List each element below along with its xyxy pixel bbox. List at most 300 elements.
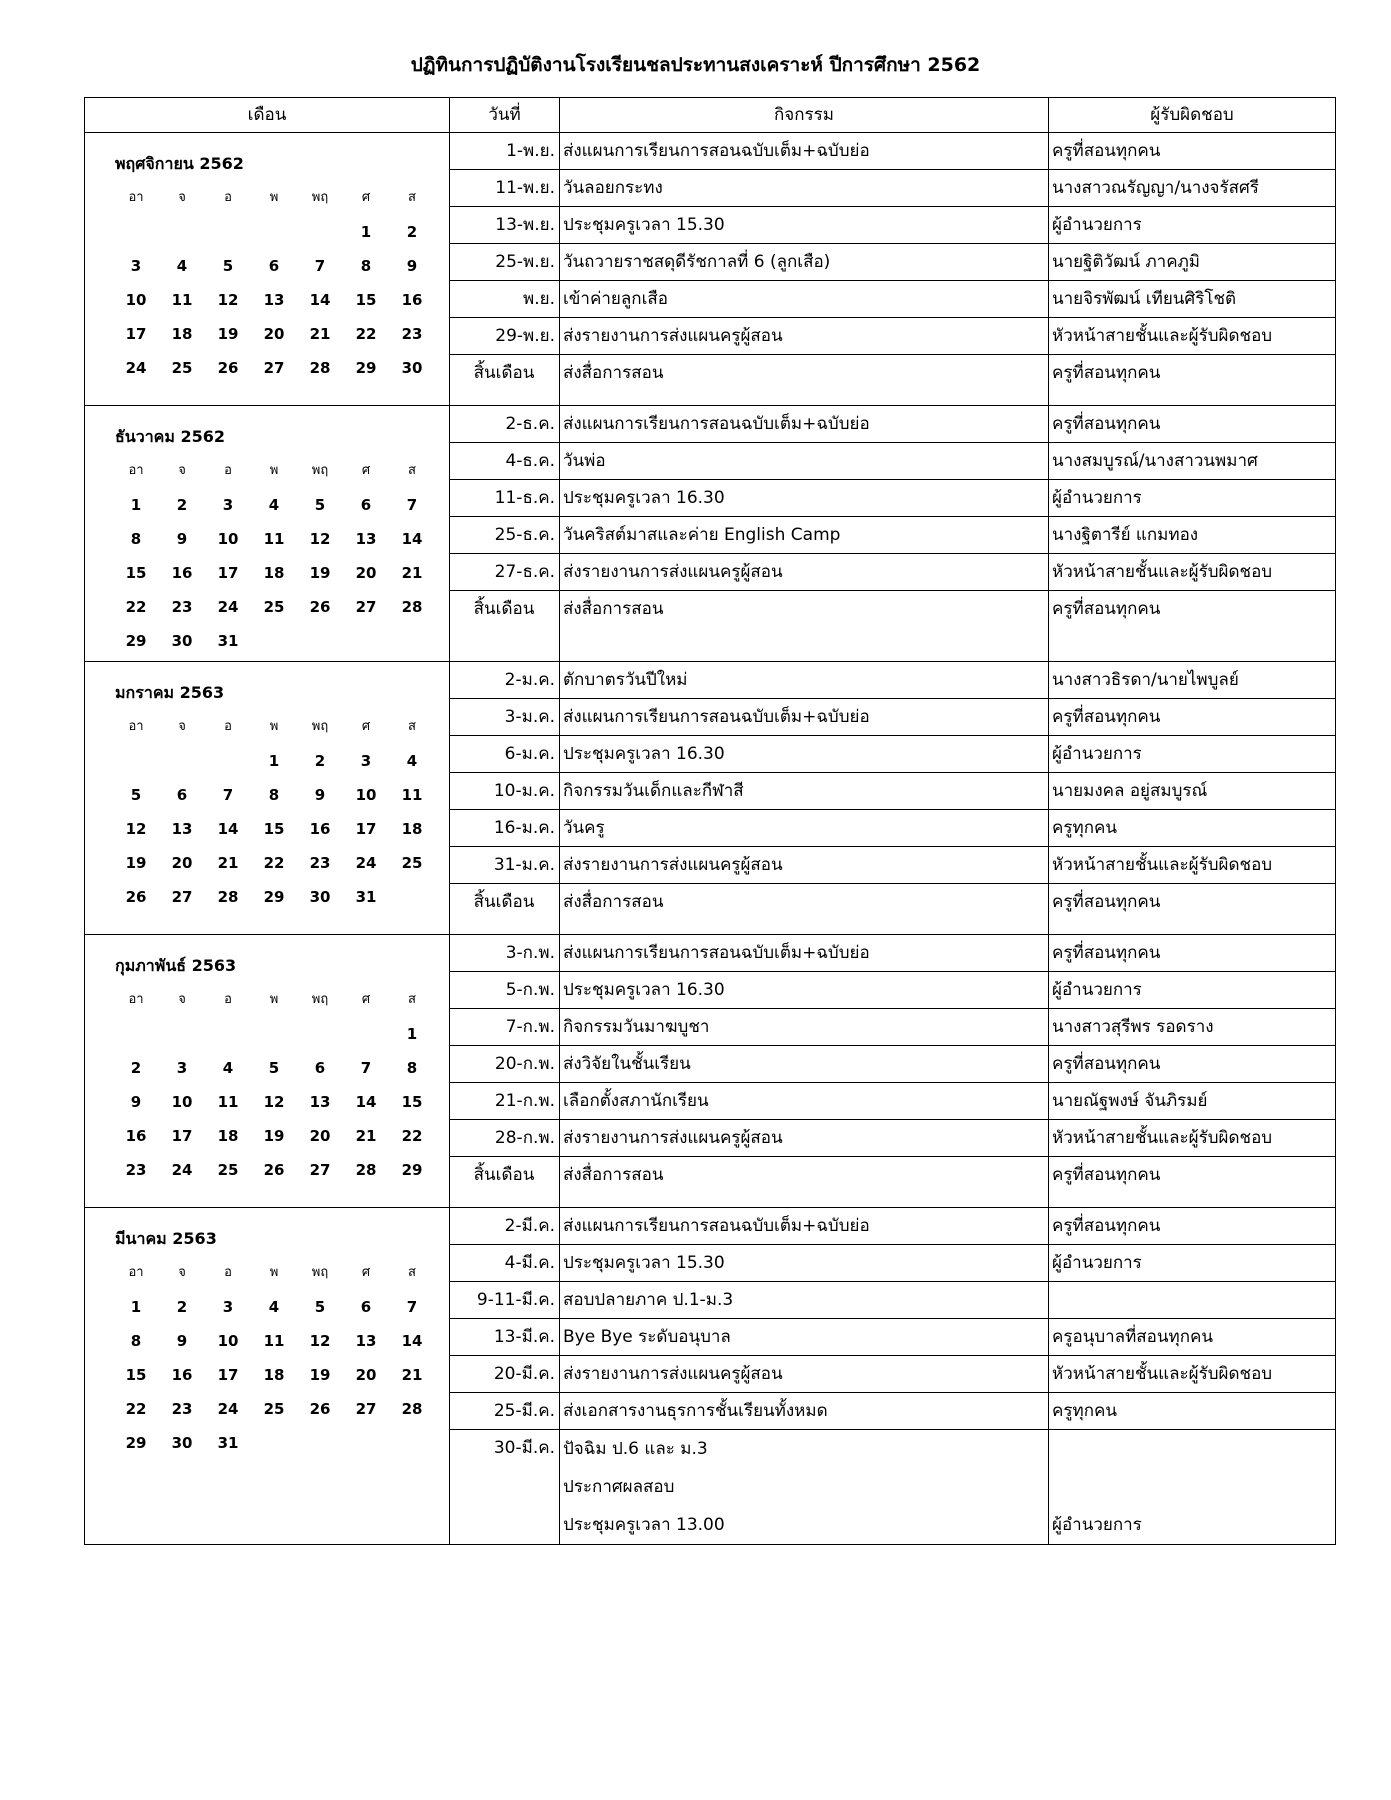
header-activity: กิจกรรม: [560, 98, 1049, 133]
calendar-day: 23: [171, 598, 193, 616]
row-activity: กิจกรรมวันเด็กและกีฬาสี: [560, 773, 1049, 810]
row-date: สิ้นเดือน: [450, 884, 560, 935]
row-date: 16-ม.ค.: [450, 810, 560, 847]
calendar-day: 12: [263, 1093, 285, 1111]
calendar-day: 20: [171, 854, 193, 872]
calendar-day: 27: [355, 598, 377, 616]
weekday-label: พ: [269, 463, 279, 478]
row-date: สิ้นเดือน: [450, 591, 560, 662]
calendar-day: 21: [309, 325, 331, 343]
weekday-label: อ: [224, 992, 232, 1007]
header-date: วันที่: [450, 98, 560, 133]
calendar-grid: [113, 181, 449, 385]
calendar-day: 24: [217, 1400, 239, 1418]
row-activity: ส่งรายงานการส่งแผนครูผู้สอน: [560, 554, 1049, 591]
header-owner: ผู้รับผิดชอบ: [1049, 98, 1336, 133]
row-date: พ.ย.: [450, 281, 560, 318]
calendar-grid: [113, 710, 449, 914]
row-activity: ส่งแผนการเรียนการสอนฉบับเต็ม+ฉบับย่อ: [560, 1208, 1049, 1245]
month-calendar: [85, 133, 450, 406]
calendar-day: 21: [217, 854, 239, 872]
row-owner: ผู้อำนวยการ: [1049, 972, 1336, 1009]
calendar-day: 11: [263, 530, 285, 548]
weekday-label: จ: [178, 190, 186, 205]
calendar-day: 3: [130, 257, 142, 275]
row-owner: หัวหน้าสายชั้นและผู้รับผิดชอบ: [1049, 554, 1336, 591]
calendar-day: 24: [217, 598, 239, 616]
row-owner: นายฐิติวัฒน์ ภาคภูมิ: [1049, 244, 1336, 281]
schedule-table: [84, 97, 1336, 1545]
row-owner: ครูที่สอนทุกคน: [1049, 884, 1336, 935]
row-date: 11-ธ.ค.: [450, 480, 560, 517]
row-owner: หัวหน้าสายชั้นและผู้รับผิดชอบ: [1049, 847, 1336, 884]
weekday-label: จ: [178, 1265, 186, 1280]
header-month: เดือน: [85, 98, 450, 133]
calendar-day: 5: [314, 1298, 326, 1316]
row-date: 2-ม.ค.: [450, 662, 560, 699]
calendar-grid: [113, 1256, 449, 1460]
weekday-label: พฤ: [311, 190, 329, 205]
calendar-day: 18: [171, 325, 193, 343]
month-calendar: [85, 406, 450, 662]
calendar-blank: [113, 215, 159, 249]
owner-line: [1052, 1468, 1332, 1506]
row-activity: ประชุมครูเวลา 15.30: [560, 1245, 1049, 1282]
month-calendar: [85, 1208, 450, 1545]
activity-line: ประกาศผลสอบ: [563, 1477, 675, 1497]
weekday-label: อา: [128, 463, 144, 478]
row-owner: ครูที่สอนทุกคน: [1049, 355, 1336, 406]
calendar-day: 14: [401, 530, 423, 548]
month-name: กุมภาพันธ์ 2563: [115, 956, 237, 975]
row-owner: ครูที่สอนทุกคน: [1049, 1208, 1336, 1245]
calendar-day: 2: [314, 752, 326, 770]
weekday-label: ส: [408, 1265, 416, 1280]
calendar-day: 29: [263, 888, 285, 906]
weekday-label: พฤ: [311, 1265, 329, 1280]
calendar-day: 9: [314, 786, 326, 804]
row-owner: ครูที่สอนทุกคน: [1049, 133, 1336, 170]
row-date: 11-พ.ย.: [450, 170, 560, 207]
row-owner: ครูอนุบาลที่สอนทุกคน: [1049, 1319, 1336, 1356]
row-date: 25-มี.ค.: [450, 1393, 560, 1430]
row-date: 2-มี.ค.: [450, 1208, 560, 1245]
calendar-day: 26: [217, 359, 239, 377]
row-activity: ประชุมครูเวลา 16.30: [560, 480, 1049, 517]
calendar-day: 31: [217, 632, 239, 650]
row-date: 3-ก.พ.: [450, 935, 560, 972]
calendar-day: 14: [309, 291, 331, 309]
calendar-day: 25: [263, 1400, 285, 1418]
calendar-day: 29: [401, 1161, 423, 1179]
row-owner: หัวหน้าสายชั้นและผู้รับผิดชอบ: [1049, 318, 1336, 355]
calendar-day: 3: [222, 1298, 234, 1316]
weekday-label: พฤ: [311, 719, 329, 734]
weekday-label: อา: [128, 1265, 144, 1280]
calendar-day: 29: [125, 1434, 147, 1452]
row-owner: นางฐิตารีย์ แกมทอง: [1049, 517, 1336, 554]
calendar-day: 11: [401, 786, 423, 804]
row-owner: นายณัฐพงษ์ จันภิรมย์: [1049, 1083, 1336, 1120]
calendar-grid: [113, 983, 449, 1187]
row-date: 13-พ.ย.: [450, 207, 560, 244]
row-owner: ครูทุกคน: [1049, 1393, 1336, 1430]
calendar-day: 11: [217, 1093, 239, 1111]
calendar-day: 20: [263, 325, 285, 343]
calendar-day: 6: [268, 257, 280, 275]
calendar-day: 30: [171, 632, 193, 650]
calendar-day: 28: [309, 359, 331, 377]
row-owner: นายมงคล อยู่สมบูรณ์: [1049, 773, 1336, 810]
calendar-day: 9: [130, 1093, 142, 1111]
weekday-label: ศ: [361, 190, 371, 205]
calendar-day: 10: [217, 530, 239, 548]
row-activity: เข้าค่ายลูกเสือ: [560, 281, 1049, 318]
row-activity: [560, 1430, 1049, 1545]
row-activity: วันพ่อ: [560, 443, 1049, 480]
calendar-day: 6: [360, 1298, 372, 1316]
calendar-day: 18: [263, 1366, 285, 1384]
calendar-blank: [113, 1017, 159, 1051]
calendar-day: 23: [401, 325, 423, 343]
calendar-blank: [343, 1017, 389, 1051]
row-activity: ส่งรายงานการส่งแผนครูผู้สอน: [560, 1120, 1049, 1157]
row-activity: ส่งสื่อการสอน: [560, 884, 1049, 935]
row-date: สิ้นเดือน: [450, 1157, 560, 1208]
activity-line: ประชุมครูเวลา 13.00: [563, 1515, 725, 1535]
calendar-day: 20: [309, 1127, 331, 1145]
row-owner: หัวหน้าสายชั้นและผู้รับผิดชอบ: [1049, 1120, 1336, 1157]
row-owner: ผู้อำนวยการ: [1049, 480, 1336, 517]
calendar-day: 30: [401, 359, 423, 377]
calendar-day: 5: [222, 257, 234, 275]
row-activity: ประชุมครูเวลา 16.30: [560, 972, 1049, 1009]
row-owner: ผู้อำนวยการ: [1049, 736, 1336, 773]
calendar-day: 1: [406, 1025, 418, 1043]
table-row: [85, 406, 1336, 443]
calendar-day: 14: [401, 1332, 423, 1350]
table-header-row: [85, 98, 1336, 133]
row-activity: ส่งแผนการเรียนการสอนฉบับเต็ม+ฉบับย่อ: [560, 935, 1049, 972]
calendar-day: 11: [263, 1332, 285, 1350]
weekday-label: พ: [269, 719, 279, 734]
month-name: มกราคม 2563: [115, 683, 225, 702]
weekday-label: ศ: [361, 992, 371, 1007]
row-activity: เลือกตั้งสภานักเรียน: [560, 1083, 1049, 1120]
calendar-day: 8: [406, 1059, 418, 1077]
calendar-day: 31: [355, 888, 377, 906]
calendar-day: 1: [360, 223, 372, 241]
row-date: 25-ธ.ค.: [450, 517, 560, 554]
calendar-day: 10: [125, 291, 147, 309]
row-date: 20-ก.พ.: [450, 1046, 560, 1083]
calendar-day: 25: [263, 598, 285, 616]
calendar-blank: [251, 215, 297, 249]
calendar-day: 22: [263, 854, 285, 872]
row-owner: [1049, 1282, 1336, 1319]
calendar-day: 13: [263, 291, 285, 309]
row-activity: ส่งแผนการเรียนการสอนฉบับเต็ม+ฉบับย่อ: [560, 133, 1049, 170]
row-date: 6-ม.ค.: [450, 736, 560, 773]
row-activity: วันถวายราชสดุดีรัชกาลที่ 6 (ลูกเสือ): [560, 244, 1049, 281]
row-date: 1-พ.ย.: [450, 133, 560, 170]
calendar-day: 15: [401, 1093, 423, 1111]
calendar-day: 27: [309, 1161, 331, 1179]
calendar-day: 17: [355, 820, 377, 838]
month-calendar: [85, 662, 450, 935]
row-activity: ส่งสื่อการสอน: [560, 355, 1049, 406]
row-activity: ส่งแผนการเรียนการสอนฉบับเต็ม+ฉบับย่อ: [560, 699, 1049, 736]
calendar-day: 28: [217, 888, 239, 906]
calendar-day: 4: [176, 257, 188, 275]
calendar-day: 22: [401, 1127, 423, 1145]
calendar-day: 7: [406, 1298, 418, 1316]
calendar-day: 11: [171, 291, 193, 309]
weekday-label: ส: [408, 190, 416, 205]
weekday-label: ศ: [361, 1265, 371, 1280]
row-date: 31-ม.ค.: [450, 847, 560, 884]
calendar-day: 5: [268, 1059, 280, 1077]
calendar-day: 14: [355, 1093, 377, 1111]
calendar-day: 21: [401, 564, 423, 582]
calendar-day: 2: [176, 1298, 188, 1316]
calendar-day: 27: [355, 1400, 377, 1418]
calendar-day: 12: [125, 820, 147, 838]
row-activity: ส่งสื่อการสอน: [560, 591, 1049, 662]
row-activity: ส่งรายงานการส่งแผนครูผู้สอน: [560, 1356, 1049, 1393]
calendar-day: 3: [360, 752, 372, 770]
calendar-day: 5: [314, 496, 326, 514]
table-row: [85, 935, 1336, 972]
weekday-label: อ: [224, 190, 232, 205]
calendar-day: 12: [309, 530, 331, 548]
row-activity: วันลอยกระทง: [560, 170, 1049, 207]
calendar-day: 8: [268, 786, 280, 804]
row-activity: ส่งแผนการเรียนการสอนฉบับเต็ม+ฉบับย่อ: [560, 406, 1049, 443]
calendar-day: 22: [355, 325, 377, 343]
row-owner: ครูที่สอนทุกคน: [1049, 935, 1336, 972]
calendar-blank: [205, 215, 251, 249]
row-owner: ครูทุกคน: [1049, 810, 1336, 847]
calendar-day: 2: [176, 496, 188, 514]
weekday-label: อ: [224, 1265, 232, 1280]
calendar-day: 17: [171, 1127, 193, 1145]
calendar-day: 26: [125, 888, 147, 906]
row-activity: Bye Bye ระดับอนุบาล: [560, 1319, 1049, 1356]
row-date: 13-มี.ค.: [450, 1319, 560, 1356]
calendar-day: 10: [171, 1093, 193, 1111]
row-owner: [1049, 1430, 1336, 1545]
calendar-day: 19: [217, 325, 239, 343]
calendar-day: 1: [268, 752, 280, 770]
row-activity: ประชุมครูเวลา 15.30: [560, 207, 1049, 244]
row-activity: ส่งวิจัยในชั้นเรียน: [560, 1046, 1049, 1083]
month-name: มีนาคม 2563: [115, 1229, 217, 1248]
calendar-day: 23: [309, 854, 331, 872]
calendar-day: 31: [217, 1434, 239, 1452]
row-activity: กิจกรรมวันมาฆบูชา: [560, 1009, 1049, 1046]
row-date: 20-มี.ค.: [450, 1356, 560, 1393]
weekday-label: ส: [408, 463, 416, 478]
calendar-day: 4: [268, 1298, 280, 1316]
row-owner: ผู้อำนวยการ: [1049, 1245, 1336, 1282]
row-date: 29-พ.ย.: [450, 318, 560, 355]
calendar-day: 27: [263, 359, 285, 377]
row-activity: ส่งสื่อการสอน: [560, 1157, 1049, 1208]
weekday-label: ศ: [361, 463, 371, 478]
calendar-day: 7: [314, 257, 326, 275]
calendar-day: 8: [130, 1332, 142, 1350]
calendar-day: 30: [171, 1434, 193, 1452]
calendar-day: 18: [401, 820, 423, 838]
row-date: 27-ธ.ค.: [450, 554, 560, 591]
calendar-day: 23: [171, 1400, 193, 1418]
calendar-day: 2: [130, 1059, 142, 1077]
calendar-day: 19: [263, 1127, 285, 1145]
calendar-day: 8: [360, 257, 372, 275]
calendar-day: 16: [401, 291, 423, 309]
calendar-day: 30: [309, 888, 331, 906]
weekday-label: อ: [224, 719, 232, 734]
calendar-blank: [159, 215, 205, 249]
calendar-day: 17: [125, 325, 147, 343]
calendar-day: 16: [171, 1366, 193, 1384]
calendar-blank: [297, 215, 343, 249]
calendar-day: 6: [176, 786, 188, 804]
weekday-label: ศ: [361, 719, 371, 734]
calendar-grid: [113, 454, 449, 658]
calendar-blank: [205, 1017, 251, 1051]
row-owner: ครูที่สอนทุกคน: [1049, 406, 1336, 443]
row-activity: ตักบาตรวันปีใหม่: [560, 662, 1049, 699]
calendar-blank: [159, 744, 205, 778]
row-activity: วันครู: [560, 810, 1049, 847]
weekday-label: จ: [178, 992, 186, 1007]
calendar-day: 17: [217, 1366, 239, 1384]
weekday-label: พ: [269, 1265, 279, 1280]
calendar-day: 21: [355, 1127, 377, 1145]
calendar-day: 24: [125, 359, 147, 377]
calendar-day: 19: [309, 564, 331, 582]
weekday-label: จ: [178, 719, 186, 734]
calendar-day: 13: [355, 1332, 377, 1350]
calendar-day: 28: [401, 1400, 423, 1418]
page-title: ปฏิทินการปฏิบัติงานโรงเรียนชลประทานสงเคราะห์ ปีการศึกษา 2562: [410, 54, 981, 76]
row-owner: ครูที่สอนทุกคน: [1049, 591, 1336, 662]
weekday-label: พฤ: [311, 992, 329, 1007]
row-date: 10-ม.ค.: [450, 773, 560, 810]
month-calendar: [85, 935, 450, 1208]
calendar-day: 16: [309, 820, 331, 838]
weekday-label: ส: [408, 719, 416, 734]
calendar-day: 19: [309, 1366, 331, 1384]
calendar-blank: [251, 1017, 297, 1051]
row-date: สิ้นเดือน: [450, 355, 560, 406]
calendar-day: 9: [176, 530, 188, 548]
calendar-day: 6: [314, 1059, 326, 1077]
calendar-day: 7: [406, 496, 418, 514]
calendar-day: 20: [355, 1366, 377, 1384]
row-owner: นายจิรพัฒน์ เทียนศิริโชติ: [1049, 281, 1336, 318]
row-date: 25-พ.ย.: [450, 244, 560, 281]
row-owner: นางสมบูรณ์/นางสาวนพมาศ: [1049, 443, 1336, 480]
weekday-label: จ: [178, 463, 186, 478]
weekday-label: ส: [408, 992, 416, 1007]
table-row: [85, 1208, 1336, 1245]
calendar-day: 25: [217, 1161, 239, 1179]
calendar-day: 13: [309, 1093, 331, 1111]
calendar-day: 15: [125, 564, 147, 582]
calendar-day: 5: [130, 786, 142, 804]
calendar-day: 15: [355, 291, 377, 309]
row-owner: ครูที่สอนทุกคน: [1049, 1157, 1336, 1208]
calendar-day: 25: [171, 359, 193, 377]
row-activity: ส่งรายงานการส่งแผนครูผู้สอน: [560, 318, 1049, 355]
calendar-day: 23: [125, 1161, 147, 1179]
weekday-label: พฤ: [311, 463, 329, 478]
calendar-day: 4: [222, 1059, 234, 1077]
calendar-blank: [159, 1017, 205, 1051]
row-date: 7-ก.พ.: [450, 1009, 560, 1046]
calendar-blank: [297, 1017, 343, 1051]
calendar-day: 26: [309, 598, 331, 616]
row-activity: สอบปลายภาค ป.1-ม.3: [560, 1282, 1049, 1319]
calendar-day: 17: [217, 564, 239, 582]
calendar-day: 15: [263, 820, 285, 838]
calendar-day: 9: [176, 1332, 188, 1350]
row-date: 5-ก.พ.: [450, 972, 560, 1009]
calendar-day: 18: [217, 1127, 239, 1145]
calendar-day: 22: [125, 1400, 147, 1418]
weekday-label: อา: [128, 719, 144, 734]
calendar-day: 20: [355, 564, 377, 582]
row-date: 9-11-มี.ค.: [450, 1282, 560, 1319]
row-owner: นางสาวธิรดา/นายไพบูลย์: [1049, 662, 1336, 699]
calendar-day: 16: [171, 564, 193, 582]
row-date: 3-ม.ค.: [450, 699, 560, 736]
row-owner: หัวหน้าสายชั้นและผู้รับผิดชอบ: [1049, 1356, 1336, 1393]
month-name: พฤศจิกายน 2562: [115, 154, 244, 173]
calendar-day: 28: [401, 598, 423, 616]
calendar-day: 16: [125, 1127, 147, 1145]
calendar-day: 13: [171, 820, 193, 838]
row-date: 30-มี.ค.: [450, 1430, 560, 1545]
weekday-label: อา: [128, 190, 144, 205]
row-owner: ครูที่สอนทุกคน: [1049, 699, 1336, 736]
calendar-day: 15: [125, 1366, 147, 1384]
row-date: 4-มี.ค.: [450, 1245, 560, 1282]
calendar-day: 4: [268, 496, 280, 514]
calendar-day: 8: [130, 530, 142, 548]
calendar-day: 18: [263, 564, 285, 582]
calendar-day: 13: [355, 530, 377, 548]
calendar-day: 3: [176, 1059, 188, 1077]
owner-line: ผู้อำนวยการ: [1052, 1515, 1142, 1535]
calendar-day: 10: [217, 1332, 239, 1350]
calendar-day: 6: [360, 496, 372, 514]
calendar-day: 4: [406, 752, 418, 770]
calendar-day: 19: [125, 854, 147, 872]
calendar-day: 10: [355, 786, 377, 804]
calendar-day: 25: [401, 854, 423, 872]
calendar-day: 9: [406, 257, 418, 275]
row-date: 4-ธ.ค.: [450, 443, 560, 480]
row-date: 2-ธ.ค.: [450, 406, 560, 443]
row-activity: ส่งรายงานการส่งแผนครูผู้สอน: [560, 847, 1049, 884]
calendar-day: 1: [130, 1298, 142, 1316]
row-owner: ผู้อำนวยการ: [1049, 207, 1336, 244]
calendar-day: 22: [125, 598, 147, 616]
